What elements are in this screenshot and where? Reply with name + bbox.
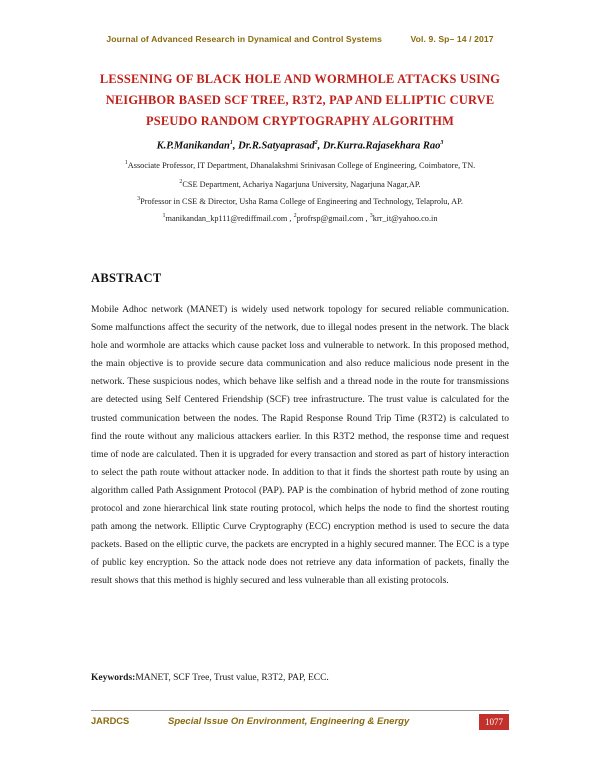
title-line: NEIGHBOR BASED SCF TREE, R3T2, PAP AND ELLIPTIC CURVE xyxy=(105,93,495,107)
keywords-text: MANET, SCF Tree, Trust value, R3T2, PAP, ECC. xyxy=(135,673,329,683)
author-emails: $^1$manikandan_kp111@rediffmail.com , $^2$profrsp@gmail.com , $^3$krr_it@yahoo.co.in xyxy=(162,213,438,223)
affiliation: $^3$Professor in CSE & Director, Usha Rama College of Engineering and Technology, Telaprolu, AP. xyxy=(137,196,463,206)
author-list: K.P.Manikandan$^1$, Dr.R.Satyaprasad$^2$, Dr.Kurra.Rajasekhara Rao$^3$ xyxy=(156,140,444,152)
journal-abbreviation: JARDCS xyxy=(91,716,130,726)
volume-info: Vol. 9. Sp– 14 / 2017 xyxy=(410,34,494,44)
email-link[interactable]: manikandan_kp111@rediffmail.com xyxy=(165,213,288,223)
title-line: LESSENING OF BLACK HOLE AND WORMHOLE ATTACKS USING xyxy=(99,72,501,86)
affiliation: $^1$Associate Professor, IT Department, Dhanalakshmi Srinivasan College of Engineering, Coimbatore, TN. xyxy=(124,160,476,170)
keywords-label: Keywords: xyxy=(91,673,136,683)
journal-name: Journal of Advanced Research in Dynamical and Control Systems xyxy=(106,34,382,44)
page-footer xyxy=(91,714,509,732)
author-name: Dr.R.Satyaprasad xyxy=(238,140,315,152)
author-name: K.P.Manikandan xyxy=(156,140,230,152)
abstract-heading: ABSTRACT xyxy=(91,271,162,285)
footer-divider xyxy=(91,710,509,711)
title-line: PSEUDO RANDOM CRYPTOGRAPHY ALGORITHM xyxy=(146,114,454,128)
abstract-text: Mobile Adhoc network (MANET) is widely used network topology for secured reliable communication. Some malfunctions affect the security of the network, due to illegal nodes present in the network. The black hole and wormhole are attacks which cause packet loss and vulnerable to network. In this proposed method, the main objective is to provide secure data communication and also reduce malicious node present in the network. These suspicious nodes, which behave like selfish and a thread node in the route for transmissions are detected using Self Centered Friendship (SCF) tree infrastructure. The trust value is calculated for the trusted communication between the nodes. The Rapid Response Round Trip Time (R3T2) is calculated to find the route without any malicious attackers earlier. In this R3T2 method, the response time and request time of node are calculated. Then it is upgraded for every transaction and stored as part of history interaction to select the path route without attacker node. In addition to that it finds the shortest path route by using an algorithm called Path Assignment Protocol (PAP). PAP is the combination of hybrid method of zone routing protocol and zone hierarchical link state routing protocol, which helps the node to find the shortest routing path among the network. Elliptic Curve Cryptography (ECC) encryption method is used to secure the data packets. Based on the elliptic curve, the packets are encrypted in a highly secured manner. The ECC is a type of public key encryption. So the attack node does not retrieve any data information of packets, finally the result shows that this method is highly secured and less vulnerable than all existing protocols. xyxy=(91,304,509,587)
author-name: Dr.Kurra.Rajasekhara Rao xyxy=(322,140,441,152)
special-issue-title: Special Issue On Environment, Engineering & Energy xyxy=(168,716,410,727)
paper-title xyxy=(70,69,530,132)
running-header xyxy=(0,34,600,44)
affiliation: $^2$CSE Department, Achariya Nagarjuna University, Nagarjuna Nagar,AP. xyxy=(179,179,421,189)
keywords xyxy=(91,673,509,683)
page-number: 1077 xyxy=(479,714,509,730)
email-link[interactable]: profrsp@gmail.com xyxy=(296,213,364,223)
email-link[interactable]: krr_it@yahoo.co.in xyxy=(372,213,438,223)
